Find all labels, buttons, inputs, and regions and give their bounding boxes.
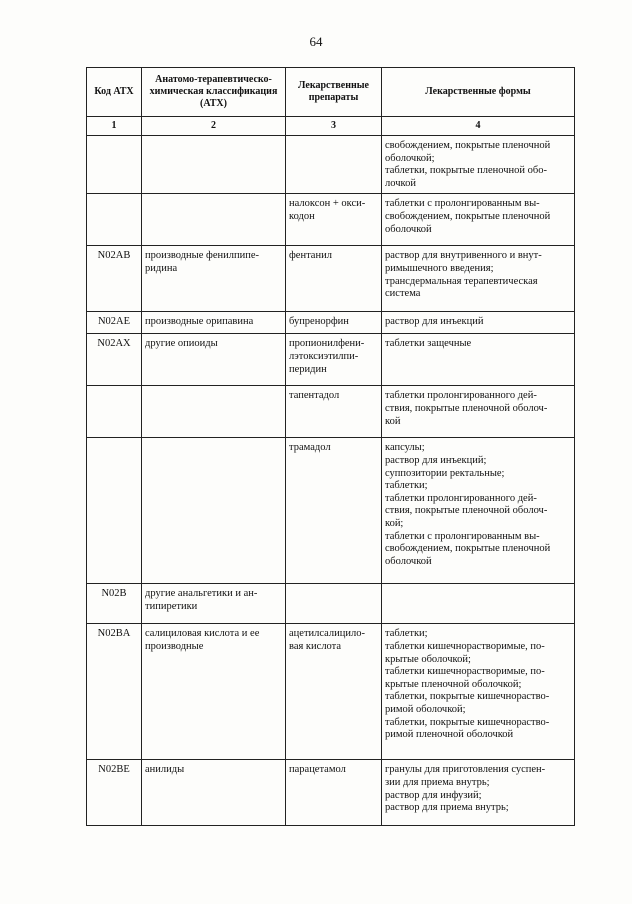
dosage-form-line: ствия, покрытые пленочной оболоч- xyxy=(385,402,548,414)
atx-classification-cell xyxy=(142,438,286,584)
dosage-form-line: гранулы для приготовления суспен- xyxy=(385,764,546,776)
atx-classification-line: производные фенилпипе- xyxy=(145,250,259,262)
atx-classification-line: производные орипавина xyxy=(145,316,254,328)
drug-cell xyxy=(286,438,382,584)
dosage-form-line: таблетки, покрытые пленочной обо- xyxy=(385,165,547,177)
table-body xyxy=(87,136,575,826)
table-row xyxy=(87,312,575,334)
drug-cell xyxy=(286,312,382,334)
dosage-form-line: кой; xyxy=(385,517,404,529)
dosage-form-line: таблетки; xyxy=(385,480,428,492)
drug-name-line: перидин xyxy=(289,363,327,375)
drug-name-line: парацетамол xyxy=(289,764,346,776)
dosage-form-line: таблетки пролонгированного дей- xyxy=(385,492,537,504)
atx-code-cell xyxy=(87,624,142,760)
dosage-form-line: таблетки; xyxy=(385,628,428,640)
dosage-form-line: ствия, покрытые пленочной оболоч- xyxy=(385,505,548,517)
dosage-form-line: система xyxy=(385,288,421,300)
atx-code-cell xyxy=(87,438,142,584)
atx-classification-cell xyxy=(142,584,286,624)
atx-code: N02AX xyxy=(97,338,131,350)
dosage-form-line: таблетки кишечнорастворимые, по- xyxy=(385,666,545,678)
dosage-form-line: таблетки защечные xyxy=(385,338,472,350)
header-dosage-forms: Лекарственные формы xyxy=(382,68,575,117)
table-row xyxy=(87,386,575,438)
dosage-form-line: таблетки с пролонгированным вы- xyxy=(385,198,540,210)
atx-code: N02AE xyxy=(97,316,131,328)
dosage-form-line: свобождением, покрытые пленочной xyxy=(385,140,551,151)
dosage-form-line: раствор для инъекций xyxy=(385,316,484,328)
header-atx-line: (АТХ) xyxy=(200,98,227,109)
atx-classification-cell xyxy=(142,246,286,312)
atx-code: N02AB xyxy=(97,250,131,262)
dosage-form-line: таблетки пролонгированного дей- xyxy=(385,390,537,402)
dosage-forms-cell xyxy=(382,246,575,312)
atx-classification-cell xyxy=(142,194,286,246)
drug-cell xyxy=(286,246,382,312)
header-drugs-line: Лекарственные xyxy=(298,80,369,91)
drug-name-line: бупренорфин xyxy=(289,316,349,328)
column-number: 3 xyxy=(286,117,382,136)
drug-name-line: налоксон + окси- xyxy=(289,198,366,210)
atx-classification-cell xyxy=(142,312,286,334)
header-code: Код АТХ xyxy=(87,68,142,117)
drug-name-line: фентанил xyxy=(289,250,332,262)
atx-code-cell xyxy=(87,136,142,194)
atx-classification-line: салициловая кислота и ее xyxy=(145,628,260,640)
dosage-form-line: свобождением, покрытые пленочной xyxy=(385,210,551,222)
atx-code-cell xyxy=(87,386,142,438)
dosage-forms-cell xyxy=(382,760,575,826)
dosage-form-line: крытые пленочной оболочкой; xyxy=(385,678,522,690)
table-row xyxy=(87,438,575,584)
atx-code-cell xyxy=(87,312,142,334)
dosage-form-line: римой оболочкой; xyxy=(385,703,466,715)
table-row xyxy=(87,194,575,246)
dosage-form-line: таблетки, покрытые кишечнораство- xyxy=(385,716,550,728)
dosage-form-line: таблетки с пролонгированным вы- xyxy=(385,530,540,542)
atx-classification-cell xyxy=(142,624,286,760)
header-drugs-line: препараты xyxy=(308,92,359,103)
atx-classification-line: ридина xyxy=(145,262,178,274)
header-atx-line: химическая классификация xyxy=(149,86,278,97)
dosage-form-line: зии для приема внутрь; xyxy=(385,776,490,788)
atx-classification-line: типиретики xyxy=(145,600,198,612)
drug-cell xyxy=(286,194,382,246)
atx-classification-cell xyxy=(142,334,286,386)
dosage-form-line: лочкой xyxy=(385,177,416,189)
drug-cell xyxy=(286,760,382,826)
header-atx-line: Анатомо-терапевтическо- xyxy=(155,74,272,85)
atx-code: N02BA xyxy=(97,628,131,640)
dosage-forms-cell xyxy=(382,624,575,760)
table-row xyxy=(87,760,575,826)
header-atx-classification xyxy=(142,68,286,117)
header-drugs xyxy=(286,68,382,117)
drug-cell xyxy=(286,624,382,760)
atx-classification-line: анилиды xyxy=(145,764,185,776)
page-number: 64 xyxy=(309,34,323,49)
drug-name-line: вая кислота xyxy=(289,640,342,652)
dosage-form-line: римышечного введения; xyxy=(385,262,494,274)
drug-name-line: ацетилсалицило- xyxy=(289,628,366,640)
dosage-forms-cell xyxy=(382,438,575,584)
dosage-forms-cell xyxy=(382,136,575,194)
dosage-forms-cell xyxy=(382,334,575,386)
table-row xyxy=(87,624,575,760)
dosage-form-line: римой пленочной оболочкой xyxy=(385,729,514,741)
column-number: 2 xyxy=(142,117,286,136)
dosage-forms-cell xyxy=(382,194,575,246)
dosage-forms-cell xyxy=(382,584,575,624)
atx-classification-line: другие опиоиды xyxy=(145,338,218,350)
table-row xyxy=(87,246,575,312)
dosage-form-line: трансдермальная терапевтическая xyxy=(385,275,538,287)
atx-classification-line: другие анальгетики и ан- xyxy=(145,588,258,600)
atx-code-cell xyxy=(87,246,142,312)
column-number: 1 xyxy=(87,117,142,136)
drug-cell xyxy=(286,386,382,438)
dosage-form-line: капсулы; xyxy=(385,442,425,454)
atx-classification-cell xyxy=(142,136,286,194)
dosage-form-line: раствор для приема внутрь; xyxy=(385,802,509,814)
table-row xyxy=(87,334,575,386)
atx-classification-cell xyxy=(142,760,286,826)
dosage-forms-cell xyxy=(382,312,575,334)
dosage-forms-cell xyxy=(382,386,575,438)
drug-name-line: трамадол xyxy=(289,442,331,454)
dosage-form-line: раствор для внутривенного и внут- xyxy=(385,250,542,262)
drug-cell xyxy=(286,334,382,386)
atx-code-cell xyxy=(87,760,142,826)
drug-name-line: кодон xyxy=(289,210,315,222)
atx-code: N02B xyxy=(101,588,127,600)
atx-code-cell xyxy=(87,334,142,386)
table-row xyxy=(87,136,575,194)
dosage-form-line: крытые оболочкой; xyxy=(385,653,471,665)
column-numbers-row xyxy=(87,117,575,136)
dosage-form-line: оболочкой; xyxy=(385,152,435,164)
dosage-form-line: таблетки, покрытые кишечнораство- xyxy=(385,691,550,703)
atx-table xyxy=(86,67,575,826)
drug-cell xyxy=(286,136,382,194)
dosage-form-line: раствор для инъекций; xyxy=(385,454,487,466)
drug-name-line: пропионилфени- xyxy=(289,338,365,350)
atx-classification-cell xyxy=(142,386,286,438)
dosage-form-line: свобождением, покрытые пленочной xyxy=(385,543,551,555)
column-number: 4 xyxy=(382,117,575,136)
drug-name-line: тапентадол xyxy=(289,390,340,402)
drug-cell xyxy=(286,584,382,624)
atx-classification-line: производные xyxy=(145,640,204,652)
drug-name-line: лэтоксиэтилпи- xyxy=(289,350,359,362)
dosage-form-line: суппозитории ректальные; xyxy=(385,467,505,479)
table-row xyxy=(87,584,575,624)
atx-code: N02BE xyxy=(98,764,130,776)
dosage-form-line: таблетки кишечнорастворимые, по- xyxy=(385,640,545,652)
dosage-form-line: кой xyxy=(385,415,401,427)
dosage-form-line: оболочкой xyxy=(385,223,432,235)
header-row xyxy=(87,68,575,117)
atx-code-cell xyxy=(87,584,142,624)
atx-code-cell xyxy=(87,194,142,246)
dosage-form-line: оболочкой xyxy=(385,555,432,567)
dosage-form-line: раствор для инфузий; xyxy=(385,789,482,801)
